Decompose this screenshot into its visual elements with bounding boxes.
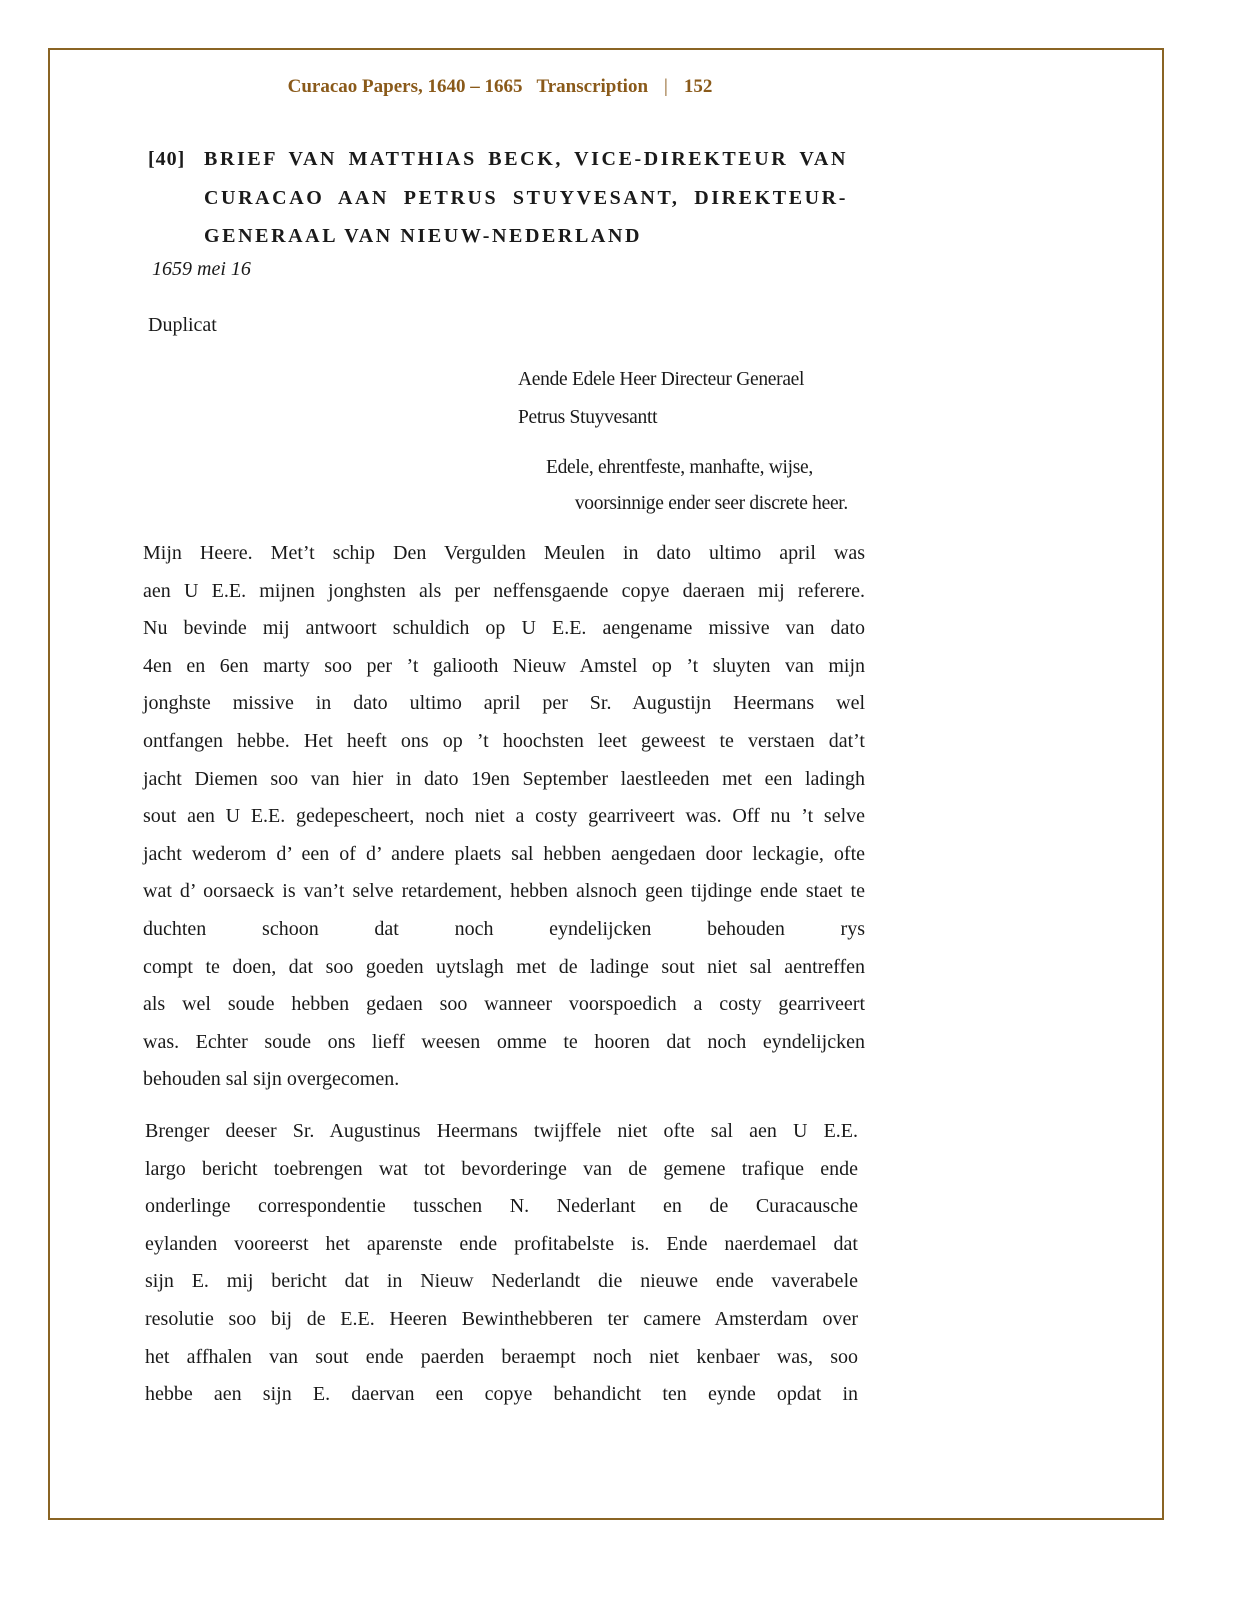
text-line: Brenger deeser Sr. Augustinus Heermans twijffele niet ofte sal aen U E.E. xyxy=(145,1120,858,1142)
salutation-line: voorsinnige ender seer discrete heer. xyxy=(574,493,848,514)
text-line: sout aen U E.E. gedepescheert, noch niet a costy gearriveert was. Off nu ’t selve xyxy=(143,805,865,828)
header-separator: | xyxy=(664,76,668,97)
series-title: Curacao Papers, 1640 – 1665 xyxy=(287,76,523,97)
text-line: 4en en 6en marty soo per ’t galiooth Nieuw Amstel op ’t sluyten van mijn xyxy=(143,654,865,677)
text-line: Mijn Heere. Met’t schip Den Vergulden Meulen in dato ultimo april was xyxy=(143,542,865,564)
running-header xyxy=(0,76,1000,98)
salutation xyxy=(546,450,848,522)
document-date: 1659 mei 16 xyxy=(152,258,251,280)
text-line: sijn E. mij bericht dat in Nieuw Nederlandt die nieuwe ende vaverabele xyxy=(145,1270,858,1293)
text-line: resolutie soo bij de E.E. Heeren Bewinthebberen ter camere Amsterdam over xyxy=(145,1307,858,1330)
text-line: largo bericht toebrengen wat tot bevorderinge van de gemene trafique ende xyxy=(145,1157,858,1180)
address-block xyxy=(518,361,804,436)
text-line: als wel soude hebben gedaen soo wanneer voorspoedich a costy gearriveert xyxy=(143,993,865,1016)
text-line: Nu bevinde mij antwoort schuldich op U E.E. aengename missive van dato xyxy=(143,617,865,640)
salutation-line: Edele, ehrentfeste, manhafte, wijse, xyxy=(546,457,813,478)
text-line: ontfangen hebbe. Het heeft ons op ’t hoochsten leet geweest te verstaen dat’t xyxy=(143,729,865,752)
text-line: hebbe aen sijn E. daervan een copye behandicht ten eynde opdat in xyxy=(145,1383,858,1406)
address-line: Petrus Stuyvesantt xyxy=(518,406,658,428)
address-line: Aende Edele Heer Directeur Generael xyxy=(518,369,805,390)
page-number: 152 xyxy=(683,76,713,97)
document-number: [40] xyxy=(148,148,186,170)
document-note: Duplicat xyxy=(148,314,217,336)
text-line: eylanden vooreerst het aparenste ende profitabelste is. Ende naerdemael dat xyxy=(145,1232,858,1255)
text-line: behouden sal sijn overgecomen. xyxy=(143,1068,400,1091)
title-line: BRIEF VAN MATTHIAS BECK, VICE-DIREKTEUR VAN xyxy=(204,148,848,170)
text-line: duchten schoon dat noch eyndelijcken behouden rys xyxy=(143,917,865,940)
text-line: was. Echter soude ons lieff weesen omme te hooren dat noch eyndelijcken xyxy=(143,1030,865,1053)
document-title xyxy=(204,140,848,256)
paragraph-2 xyxy=(145,1113,858,1414)
title-line: CURACAO AAN PETRUS STUYVESANT, DIREKTEUR- xyxy=(204,186,848,209)
text-line: jacht Diemen soo van hier in dato 19en September laestleeden met een ladingh xyxy=(143,767,865,790)
text-line: jacht wederom d’ een of d’ andere plaets sal hebben aengedaen door leckagie, ofte xyxy=(143,842,865,865)
text-line: wat d’ oorsaeck is van’t selve retardement, hebben alsnoch geen tijdinge ende staet te xyxy=(143,880,865,903)
text-line: het affhalen van sout ende paerden beraempt noch niet kenbaer was, soo xyxy=(145,1345,858,1368)
text-line: compt te doen, dat soo goeden uytslagh met de ladinge sout niet sal aentreffen xyxy=(143,955,865,978)
section-label: Transcription xyxy=(536,76,649,97)
text-line: onderlinge correspondentie tusschen N. Nederlant en de Curacausche xyxy=(145,1195,858,1218)
text-line: jonghste missive in dato ultimo april per Sr. Augustijn Heermans wel xyxy=(143,692,865,715)
paragraph-1 xyxy=(143,535,865,1099)
text-line: aen U E.E. mijnen jonghsten als per neffensgaende copye daeraen mij referere. xyxy=(143,579,865,602)
title-line: GENERAAL VAN NIEUW-NEDERLAND xyxy=(204,225,643,247)
